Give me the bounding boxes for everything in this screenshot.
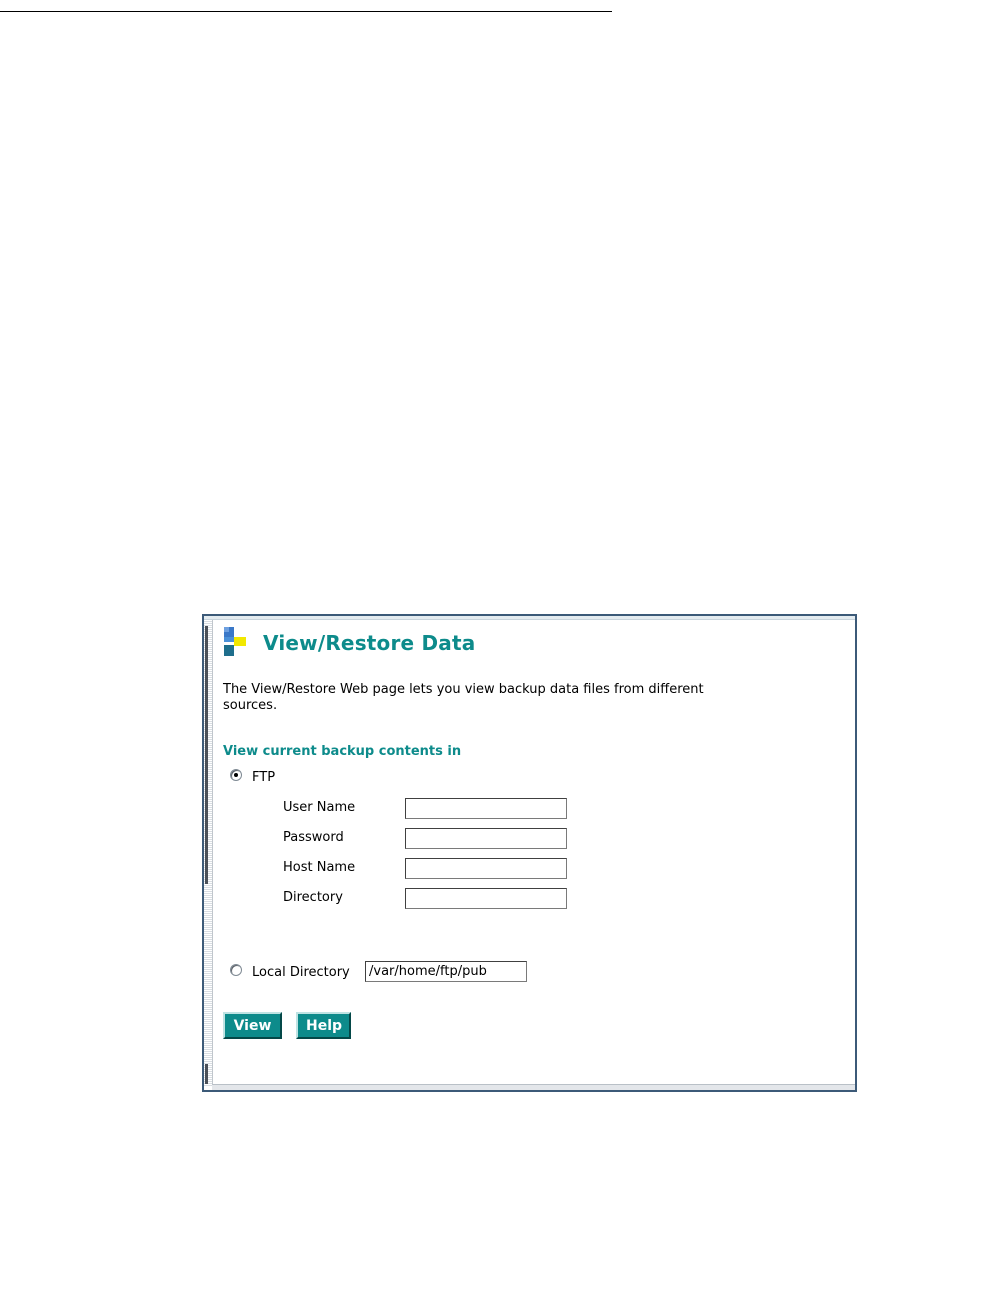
local-directory-radio[interactable] [230, 964, 242, 976]
view-restore-window [202, 614, 857, 1092]
directory-row [283, 888, 583, 910]
ftp-radio[interactable] [230, 769, 242, 781]
left-frame-scrollbar[interactable] [204, 620, 213, 1086]
page-title: View/Restore Data [263, 631, 476, 655]
ftp-radio-label: FTP [252, 770, 276, 785]
bottom-frame-edge [212, 1084, 855, 1090]
top-rule [0, 11, 612, 12]
password-row [283, 828, 583, 850]
help-button[interactable]: Help [296, 1012, 351, 1039]
directory-input[interactable] [405, 888, 567, 909]
local-directory-input[interactable] [365, 961, 527, 982]
user-name-input[interactable] [405, 798, 567, 819]
page-description: The View/Restore Web page lets you view backup data files from different sources. [223, 682, 704, 713]
directory-label: Directory [283, 890, 343, 905]
view-button[interactable]: View [223, 1012, 282, 1039]
password-input[interactable] [405, 828, 567, 849]
window-top-edge [204, 616, 855, 620]
user-name-row [283, 798, 583, 820]
section-label: View current backup contents in [223, 744, 462, 759]
host-name-input[interactable] [405, 858, 567, 879]
local-directory-label: Local Directory [252, 965, 350, 980]
host-name-label: Host Name [283, 860, 356, 875]
brand-logo-icon [224, 627, 248, 657]
host-name-row [283, 858, 583, 880]
user-name-label: User Name [283, 800, 356, 815]
password-label: Password [283, 830, 344, 845]
